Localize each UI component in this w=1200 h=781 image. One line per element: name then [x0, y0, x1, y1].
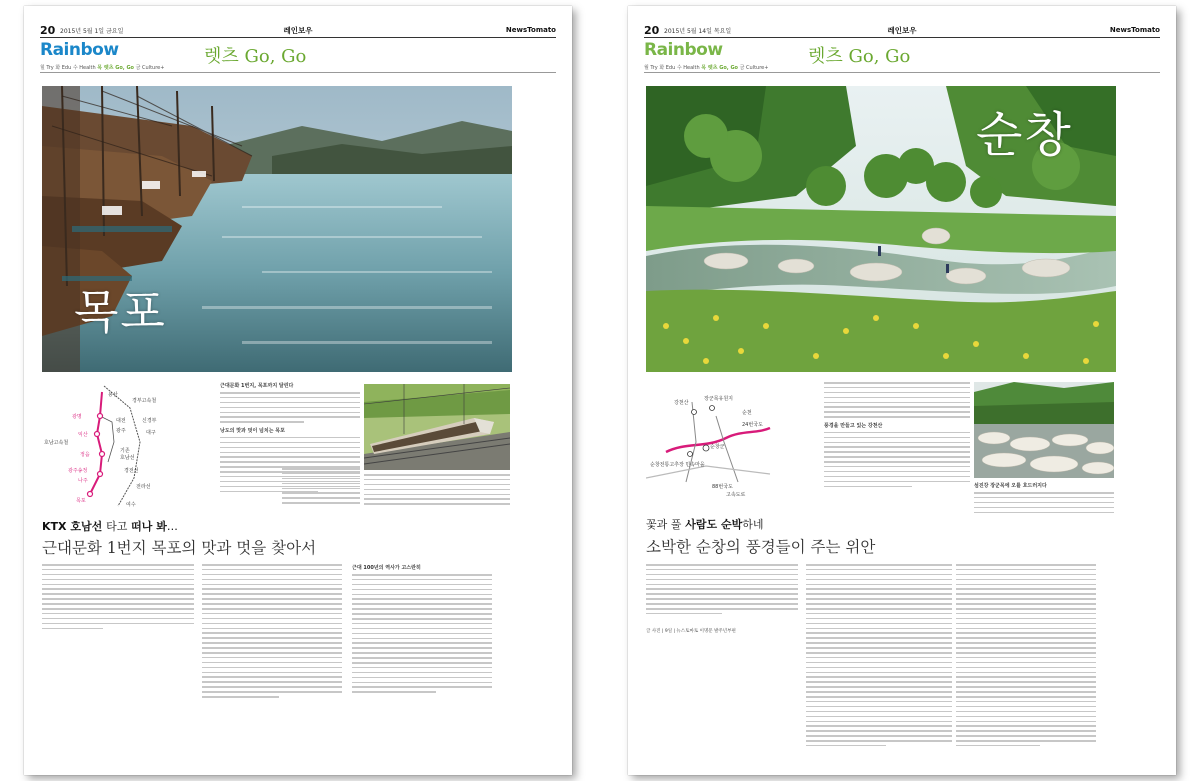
headline-part: 사람도 [685, 518, 718, 531]
lets-go-title: 렛츠 Go, Go [204, 46, 307, 67]
sublinks-prefix: 힐 Try 화 Edu 수 Health [40, 65, 96, 71]
lets-go-title: 렛츠 Go, Go [808, 46, 911, 67]
newspaper-page-mokpo [24, 6, 572, 775]
body-text [974, 492, 1114, 513]
body-text [220, 392, 360, 423]
body-column [202, 564, 342, 701]
body-text [824, 432, 970, 487]
city-title: 순창 [976, 107, 1073, 163]
subheadline: 소박한 순창의 풍경들이 주는 위안 [646, 538, 876, 556]
page-date: 2015년 5월 14일 목요일 [664, 28, 732, 35]
route-map-art [42, 382, 170, 512]
sublinks-highlight: 목 렛츠 Go, Go [701, 65, 738, 71]
map-label-folk-village: 순창전통고추장 민속마을 [650, 462, 705, 468]
map-label-expressway: 고속도로 [726, 492, 746, 498]
body-column [352, 564, 492, 696]
newspaper-page-sunchang [628, 6, 1176, 775]
map-label-yeosu: 여수 [126, 502, 136, 508]
middle-section [646, 382, 1116, 512]
map-label-honam: 호남고속철 [44, 440, 69, 446]
route-map [42, 382, 170, 512]
headline [42, 518, 178, 534]
body-text [364, 474, 510, 505]
map-label-yongsan: 용산 [108, 392, 118, 398]
divider [644, 72, 1160, 73]
headline-part: … [166, 520, 178, 533]
location-map-art [646, 382, 774, 512]
map-label-gwangju: 광주 [116, 428, 126, 434]
location-map [646, 382, 774, 512]
map-label-jeolla: 전라선 [136, 484, 151, 490]
page-date: 2015년 5월 1일 금요일 [60, 28, 124, 35]
article-column-1 [824, 382, 970, 490]
section-sublinks [40, 64, 556, 71]
article-column-narrow [282, 468, 360, 507]
rainbow-logo: Rainbow [40, 40, 119, 60]
column-heading: 섬진강 장군목에 오를 호드러지다 [974, 483, 1047, 489]
middle-section [42, 382, 512, 512]
brand-name: NewsTomato [1109, 26, 1160, 34]
article-column-2 [364, 474, 510, 508]
map-label-mokpo: 목포 [76, 498, 86, 504]
map-label-suncheon: 순천 [742, 410, 752, 416]
map-label-gyeongbu: 경부고속철 [132, 398, 157, 404]
rocky-stream-photo-art [974, 382, 1114, 478]
city-title: 목포 [74, 285, 167, 339]
map-label-daegu: 대구 [146, 430, 156, 436]
lead-paragraph [646, 564, 798, 618]
column-heading: 풍경을 만들고 있는 강천산 [824, 422, 883, 429]
river-valley-photo [646, 86, 1116, 372]
harbor-photo [42, 86, 512, 372]
headline-part: 꽃과 풀 [646, 518, 682, 531]
page-number: 20 [40, 24, 56, 37]
sublinks-suffix: 금 Culture+ [135, 65, 165, 71]
map-label-sunchang: 순창군 [710, 444, 725, 450]
headline [646, 516, 763, 532]
rainbow-logo: Rainbow [644, 40, 723, 60]
body-column [806, 564, 952, 750]
column-heading: 낭도의 맛과 멋이 넘치는 목포 [220, 427, 285, 434]
rocky-stream-photo [974, 382, 1114, 478]
map-label-singyeongbu: 신경부 [142, 418, 157, 424]
section-name: 레인보우 [283, 26, 313, 35]
headline-part: 하네 [742, 518, 764, 531]
map-label-gijon: 기존 [120, 448, 130, 454]
map-label-daejeon: 대전 [116, 418, 126, 424]
map-label-janggunmok: 장군목유원지 [704, 396, 733, 402]
map-label-honamseon: 호남선 [120, 455, 135, 461]
section-sublinks [644, 64, 1160, 71]
map-label-gwangmyeong: 광명 [72, 414, 82, 420]
column-heading: 근대문화 1번지, 목포까지 달린다 [220, 383, 294, 389]
divider [40, 72, 556, 73]
map-label-jeongeup: 정읍 [80, 452, 90, 458]
map-label-gangcheonsan: 강천산 [674, 400, 689, 406]
map-label-naju: 나주 [78, 478, 88, 484]
headline-part: 타고 [106, 520, 128, 533]
map-label-iksan: 익산 [78, 432, 88, 438]
page-header [40, 24, 556, 38]
lead-paragraph [42, 564, 194, 632]
subheadline: 근대문화 1번지 목포의 맛과 멋을 찾아서 [42, 539, 317, 557]
headline-part: 순박 [720, 518, 743, 531]
map-label-route-24: 24번국도 [742, 422, 763, 428]
map-label-route-88: 88번국도 [712, 484, 733, 490]
headline-part: 떠나 봐 [131, 520, 167, 533]
photo-credit: 글 사진 | 9일 | 뉴스토마토 이명문 발주년부편 [646, 629, 736, 634]
brand-name: NewsTomato [505, 26, 556, 34]
map-label-gyeongjeon: 경전선 [124, 468, 139, 474]
page-header [644, 24, 1160, 38]
page-number: 20 [644, 24, 660, 37]
headline-part: KTX 호남선 [42, 520, 103, 533]
body-text [282, 468, 360, 504]
sublinks-suffix: 금 Culture+ [739, 65, 769, 71]
ktx-train-photo-art [364, 384, 510, 470]
body-text [824, 382, 970, 418]
ktx-train-photo [364, 384, 510, 470]
column-heading: 근대 100년의 역사가 고스란히 [352, 565, 421, 571]
body-column [956, 564, 1096, 750]
sublinks-prefix: 월 Try 화 Edu 수 Health [644, 65, 700, 71]
article-column-2 [974, 482, 1114, 516]
map-label-songjeong: 광주송정 [68, 468, 88, 474]
sublinks-highlight: 목 렛츠 Go, Go [97, 65, 134, 71]
section-name: 레인보우 [887, 26, 917, 35]
